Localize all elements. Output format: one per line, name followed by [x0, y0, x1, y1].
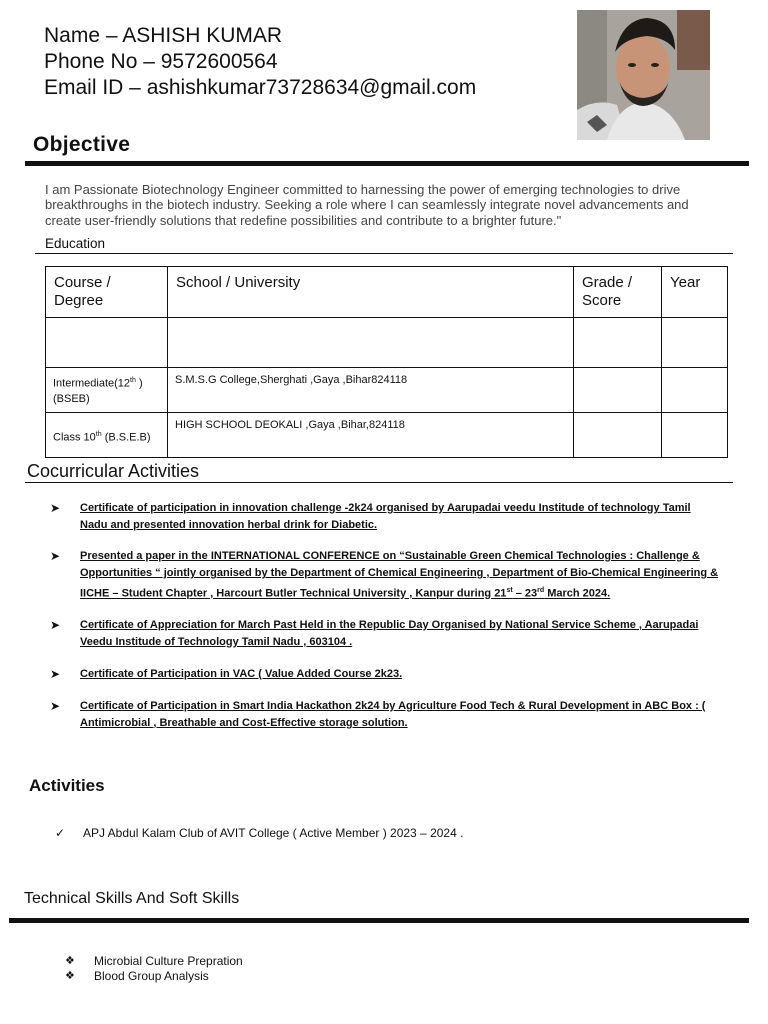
- course-sup: th: [130, 377, 136, 384]
- arrow-bullet-icon: ➤: [50, 698, 61, 713]
- skill-text: Microbial Culture Prepration: [94, 954, 243, 968]
- arrow-bullet-icon: ➤: [50, 617, 61, 632]
- list-item: [50, 548, 720, 603]
- cell-course: [46, 368, 168, 413]
- cocurricular-heading: Cocurricular Activities: [27, 461, 200, 481]
- cocurricular-item-text: Certificate of Participation in Smart India Hackathon 2k24 by Agriculture Food Tech & Rural Development in ABC Box : ( Antimicrobial , Breathable and Cost-Effective storage solution.: [80, 699, 706, 729]
- arrow-bullet-icon: ➤: [50, 666, 61, 681]
- objective-text: I am Passionate Biotechnology Engineer committed to harnessing the power of emerging technologies to drive breakthroughs in the biotech industry. Seeking a role where I can seamlessly integrate novel advancements and create user-friendly solutions that redefine possibilities and contribute to a brighter future.": [45, 182, 689, 228]
- candidate-name: Name – ASHISH KUMAR: [44, 24, 283, 47]
- diamond-bullet-icon: ❖: [65, 955, 75, 967]
- cell-year: [662, 368, 728, 413]
- list-item: [50, 500, 720, 534]
- cell-course: [46, 318, 168, 368]
- diamond-bullet-icon: ❖: [65, 970, 75, 982]
- date-sup: rd: [537, 587, 545, 594]
- candidate-phone: Phone No – 9572600564: [44, 50, 278, 73]
- cell-year: [662, 318, 728, 368]
- cell-grade: [574, 368, 662, 413]
- course-text: Class 10: [53, 431, 96, 444]
- check-icon: ✓: [55, 826, 66, 840]
- cocurricular-list: [50, 500, 720, 732]
- date-sup: st: [506, 587, 513, 594]
- education-header-row: [46, 267, 728, 318]
- list-item: [50, 698, 720, 732]
- activities-heading: Activities: [29, 776, 105, 795]
- cocurricular-item-text: Certificate of Participation in VAC ( Value Added Course 2k23.: [80, 667, 403, 680]
- cocurricular-divider: [25, 482, 733, 483]
- arrow-bullet-icon: ➤: [50, 501, 61, 515]
- course-text-rest: ) (BSEB): [53, 377, 143, 405]
- education-table: [45, 266, 728, 458]
- cell-grade: [574, 318, 662, 368]
- candidate-email: Email ID – ashishkumar73728634@gmail.com: [44, 76, 477, 99]
- cell-year: [662, 413, 728, 458]
- table-row: [46, 413, 728, 458]
- cocurricular-item-text: Presented a paper in the INTERNATIONAL CONFERENCE on “Sustainable Green Chemical Technologies : Challenge & Opportunities “ jointly organised by the Department of Chemical Engineering , Department of Bio-Chemical Engineering & IICHE – Student Chapter , Harcourt Butler Technical University , Kanpur during 21: [80, 550, 719, 600]
- arrow-bullet-icon: ➤: [50, 549, 61, 563]
- cell-grade: [574, 413, 662, 458]
- cocurricular-item-text: Certificate of Appreciation for March Past Held in the Republic Day Organised by National Service Scheme , Aarupadai Veedu Institude of Technology Tamil Nadu , 603104 .: [80, 618, 699, 648]
- course-text: Intermediate(12: [53, 377, 131, 390]
- skills-list: [65, 954, 243, 984]
- skills-divider: [9, 918, 749, 923]
- profile-photo: [577, 10, 710, 140]
- header-year: Year: [662, 267, 728, 318]
- list-item: [65, 954, 243, 969]
- table-row: [46, 368, 728, 413]
- header-grade: Grade / Score: [574, 267, 662, 318]
- cell-school: HIGH SCHOOL DEOKALI ,Gaya ,Bihar,824118: [168, 413, 574, 458]
- objective-divider: [25, 161, 749, 166]
- cocurricular-item-text: Certificate of participation in innovation challenge -2k24 organised by Aarupadai veedu Institude of technology Tamil Nadu and presented innovation herbal drink for Diabetic.: [80, 502, 691, 531]
- course-text-rest: (B.S.E.B): [101, 431, 151, 444]
- header-school: School / University: [168, 267, 574, 318]
- date-end: March 2024.: [544, 587, 611, 600]
- education-divider: [35, 253, 733, 254]
- activity-text: APJ Abdul Kalam Club of AVIT College ( Active Member ) 2023 – 2024 .: [83, 826, 464, 840]
- table-row: [46, 318, 728, 368]
- education-heading: Education: [45, 236, 106, 251]
- list-item: [50, 617, 720, 651]
- list-item: [50, 666, 720, 683]
- cell-school: [168, 318, 574, 368]
- cell-school: S.M.S.G College,Sherghati ,Gaya ,Bihar824118: [168, 368, 574, 413]
- header-course: Course / Degree: [46, 267, 168, 318]
- objective-heading: Objective: [33, 133, 131, 156]
- date-mid: – 23: [512, 587, 538, 600]
- course-sup: th: [95, 431, 102, 438]
- list-item: [55, 826, 463, 840]
- cell-course: [46, 413, 168, 458]
- list-item: [65, 969, 243, 984]
- skill-text: Blood Group Analysis: [94, 969, 209, 983]
- skills-heading: Technical Skills And Soft Skills: [24, 890, 240, 907]
